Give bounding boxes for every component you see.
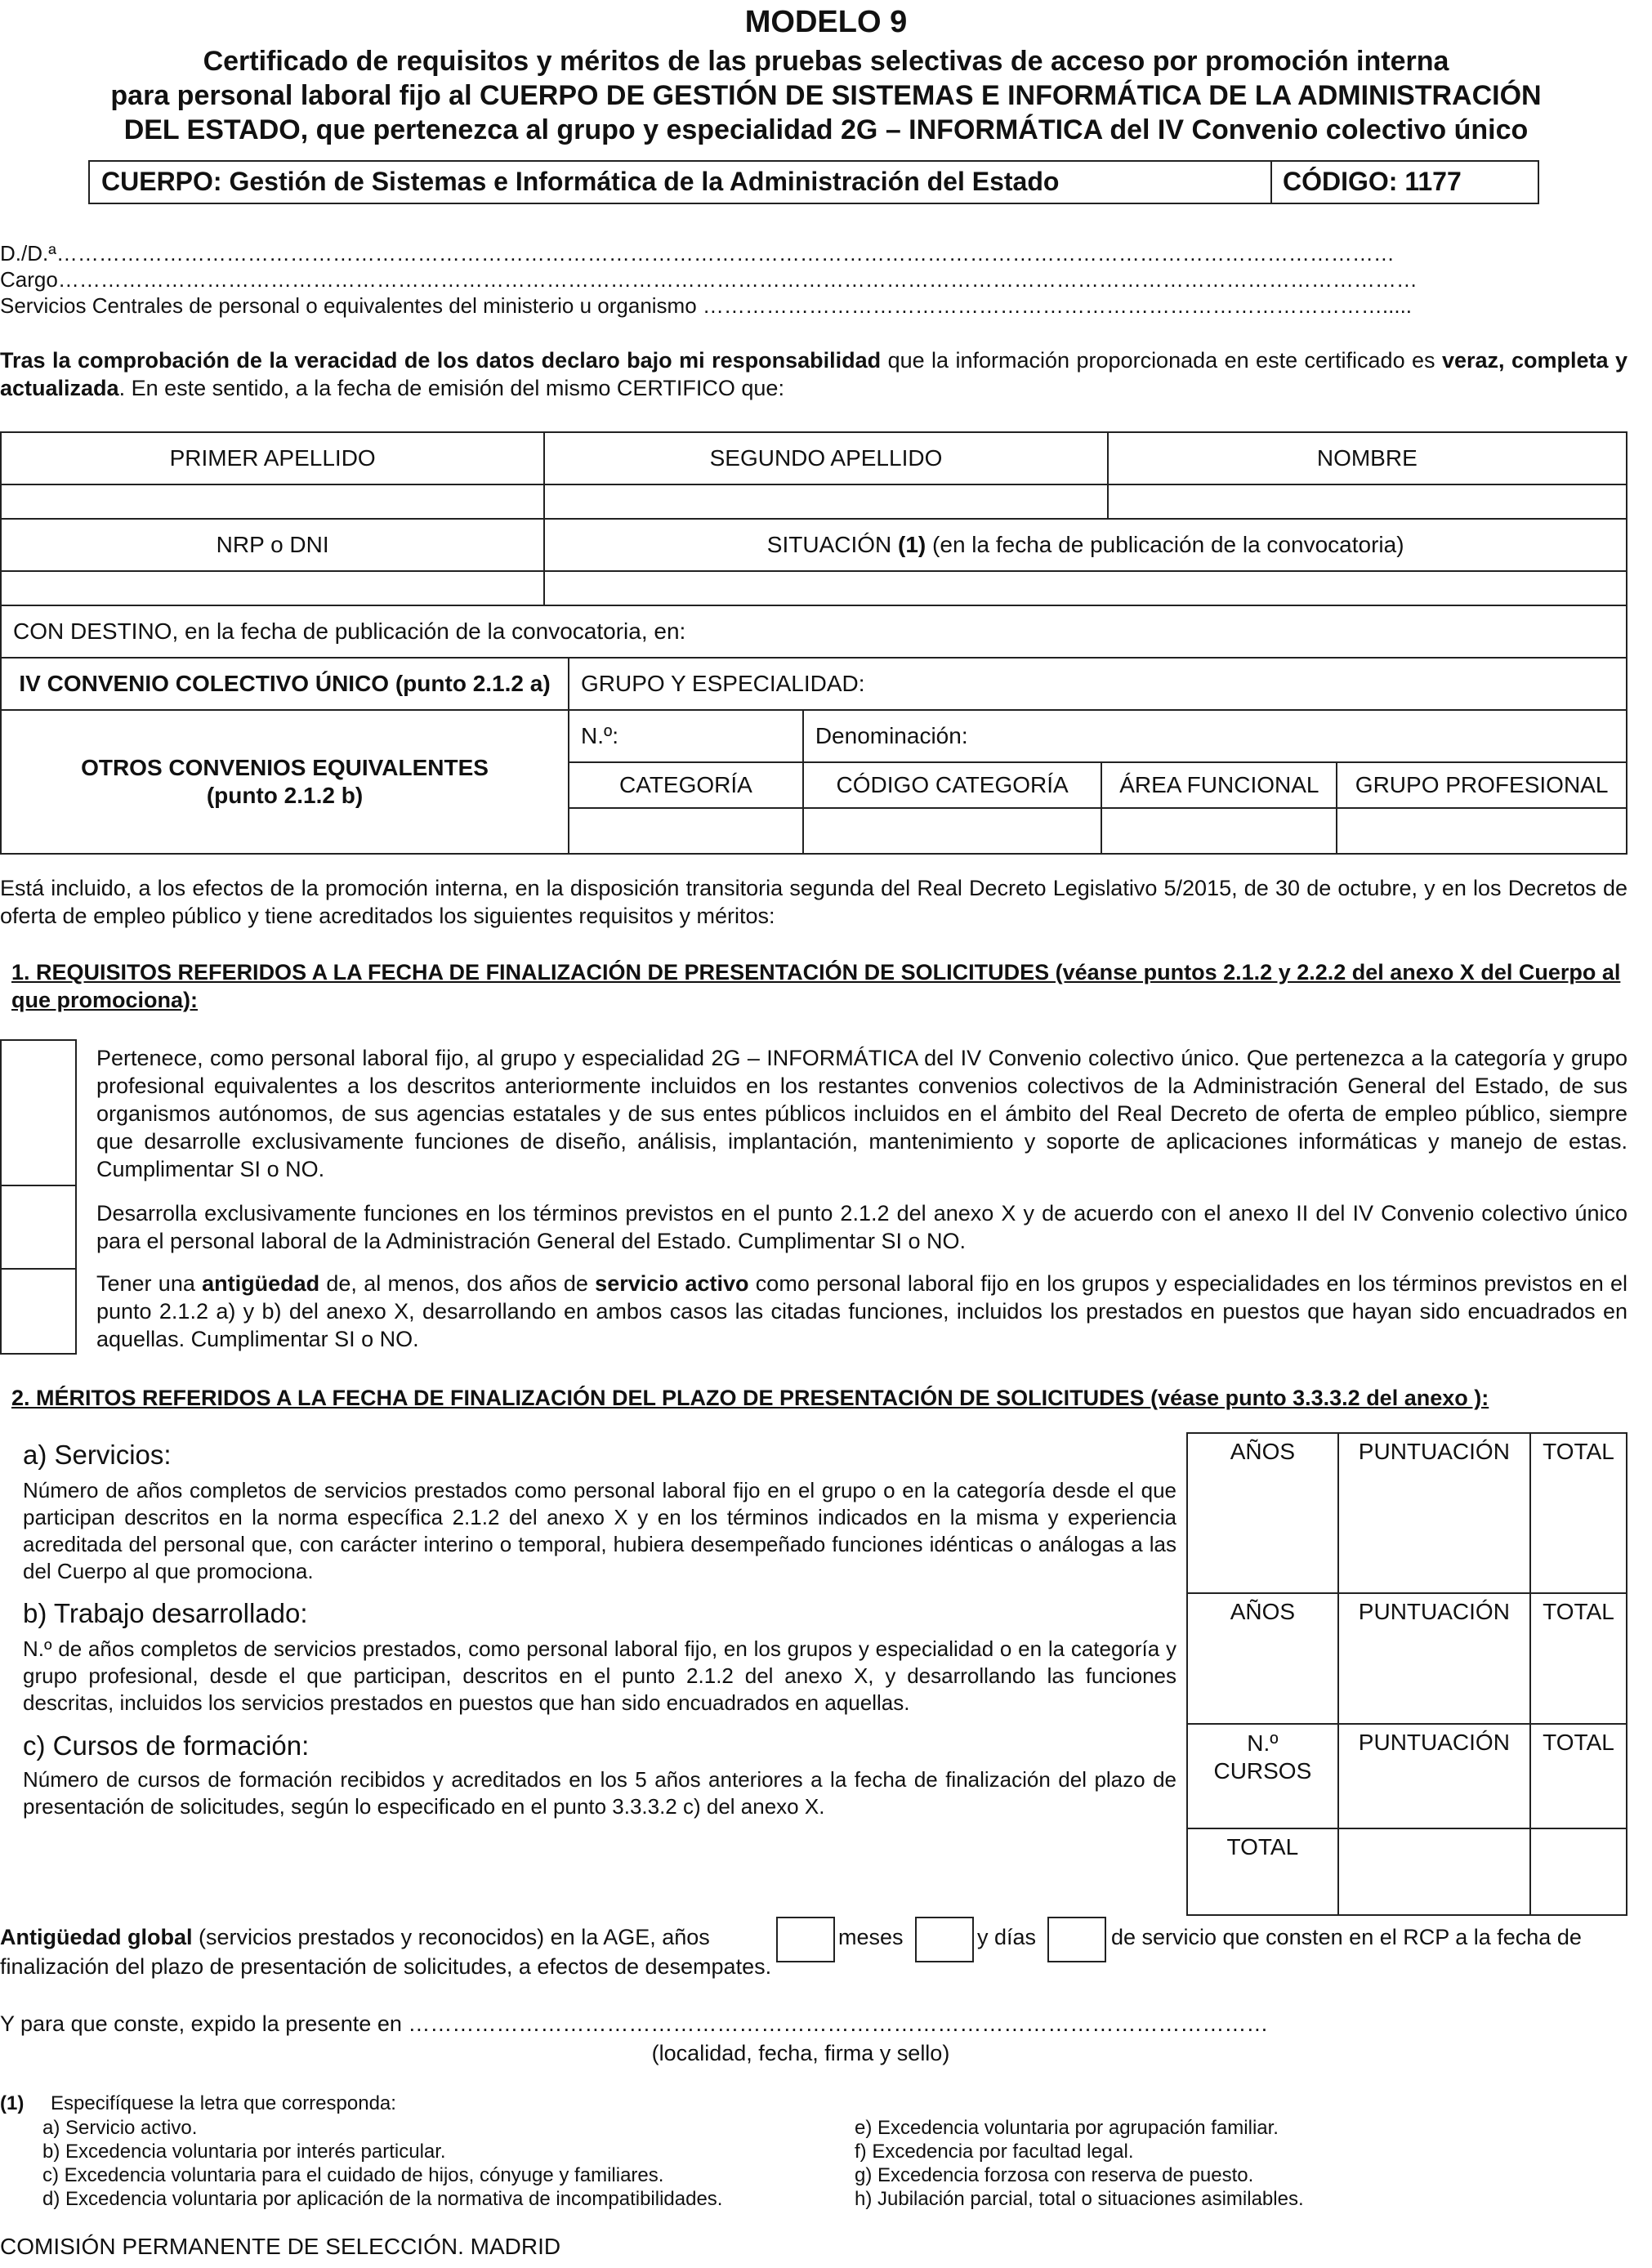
- numero-field[interactable]: N.º:: [569, 710, 803, 762]
- trabajo-puntuacion[interactable]: [1338, 1593, 1530, 1724]
- servicios-line[interactable]: Servicios Centrales de personal o equivalentes del ministerio u organismo …………………………………………………………………………………….....: [0, 293, 1413, 318]
- situacion-field[interactable]: [544, 571, 1627, 605]
- servicios-text: Número de años completos de servicios prestados como personal laboral fijo en el grupo o en la categoría desde el que participan descritos en la norma específica 2.1.2 del anexo X y en los términos indicados en la misma y experiencia acreditada del personal que, con carácter interino o temporal, hubiera desempeñado funciones idénticas o análogas a las del Cuerpo al que promociona.: [23, 1478, 1176, 1583]
- iv-convenio-label: IV CONVENIO COLECTIVO ÚNICO (punto 2.1.2 a): [1, 658, 569, 710]
- codigo-categoria-header: CÓDIGO CATEGORÍA: [803, 762, 1102, 808]
- cursos-total[interactable]: [1530, 1724, 1627, 1828]
- req2-checkbox[interactable]: [0, 1183, 77, 1270]
- footnote-item: b) Excedencia voluntaria por interés particular.: [42, 2141, 446, 2163]
- expido-line[interactable]: Y para que conste, expido la presente en ………………………………………………………………………………………………………: [0, 2011, 1269, 2036]
- nrp-field[interactable]: [1, 571, 544, 605]
- footer: COMISIÓN PERMANENTE DE SELECCIÓN. MADRID: [0, 2234, 561, 2259]
- declaration-text: . En este sentido, a la fecha de emisión del mismo CERTIFICO que:: [118, 376, 784, 400]
- nombre-header: NOMBRE: [1108, 432, 1627, 484]
- denominacion-field[interactable]: Denominación:: [803, 710, 1627, 762]
- primer-apellido-field[interactable]: [1, 484, 544, 519]
- subtitle-line: Certificado de requisitos y méritos de las pruebas selectivas de acceso por promoción interna: [203, 46, 1449, 77]
- subtitle-line: DEL ESTADO, que pertenezca al grupo y especialidad 2G – INFORMÁTICA del IV Convenio colectivo único: [123, 114, 1529, 145]
- grupo-profesional-field[interactable]: [1337, 808, 1627, 854]
- declaration-bold: veraz, completa y actualizada: [0, 348, 1627, 400]
- total-row-total[interactable]: [1530, 1828, 1627, 1915]
- meses-box[interactable]: [915, 1917, 974, 1962]
- req3-bold: servicio activo: [595, 1271, 749, 1296]
- puntuacion-header: PUNTUACIÓN: [1358, 1730, 1510, 1755]
- grupo-especialidad-field[interactable]: GRUPO Y ESPECIALIDAD:: [569, 658, 1627, 710]
- subtitle-line: para personal laboral fijo al CUERPO DE GESTIÓN DE SISTEMAS E INFORMÁTICA DE LA ADMINISTRACIÓN: [110, 80, 1542, 111]
- req3-text: [96, 1270, 1627, 1353]
- servicios-title: a) Servicios:: [23, 1440, 172, 1470]
- footnote-list-left: [42, 2116, 722, 2211]
- situacion-header: [544, 519, 1627, 571]
- req3-part: como personal laboral fijo en los grupos y especialidades en los términos previstos en el punto 2.1.2 a) y b) del anexo X, desarrollando en ambos casos las citadas funciones, incluidos los prestados en puestos que hayan sido encuadrados en aquellas. Cumplimentar SI o NO.: [96, 1271, 1628, 1351]
- cursos-numero[interactable]: [1187, 1724, 1338, 1828]
- puntuacion-header: PUNTUACIÓN: [1358, 1439, 1510, 1464]
- area-funcional-header: ÁREA FUNCIONAL: [1101, 762, 1337, 808]
- identification-lines: [0, 240, 1634, 319]
- cursos-puntuacion[interactable]: [1338, 1724, 1530, 1828]
- servicios-anos[interactable]: [1187, 1433, 1338, 1593]
- footnote-list-right: [855, 2116, 1304, 2211]
- con-destino-label: CON DESTINO, en la fecha de publicación de la convocatoria, en:: [1, 605, 1627, 658]
- footnote-item: d) Excedencia voluntaria por aplicación de la normativa de incompatibilidades.: [42, 2188, 723, 2210]
- req1-text: Pertenece, como personal laboral fijo, al grupo y especialidad 2G – INFORMÁTICA del IV Convenio colectivo único. Que pertenezca a la categoría y grupo profesional equivalentes a los descritos anteriormente incluidos en los restantes convenios colectivos de la Administración General del Estado, de sus organismos autónomos, de sus agencias estatales y de sus entes públicos incluidos en el ámbito del Real Decreto de oferta de empleo público, siempre que desarrolle exclusivamente funciones de diseño, análisis, implantación, mantenimiento y soporte de aplicaciones informáticas y manejo de estas. Cumplimentar SI o NO.: [96, 1046, 1627, 1181]
- total-header: TOTAL: [1543, 1730, 1614, 1755]
- codigo-label: CÓDIGO: 1177: [1283, 167, 1462, 196]
- puntuacion-header: PUNTUACIÓN: [1358, 1599, 1510, 1624]
- document-subtitle: [0, 44, 1652, 147]
- ncursos-header: CURSOS: [1213, 1758, 1312, 1784]
- segundo-apellido-field[interactable]: [544, 484, 1107, 519]
- situacion-text: SITUACIÓN: [766, 532, 899, 557]
- cursos-title: c) Cursos de formación:: [23, 1730, 310, 1761]
- total-header: TOTAL: [1543, 1439, 1614, 1464]
- segundo-apellido-header: SEGUNDO APELLIDO: [544, 432, 1107, 484]
- footnote-item: h) Jubilación parcial, total o situaciones asimilables.: [855, 2188, 1304, 2210]
- declaration: [0, 346, 1627, 402]
- antiguedad-bold: Antigüedad global: [0, 1925, 193, 1949]
- footnote-number: (1): [0, 2092, 25, 2114]
- footnote-item: e) Excedencia voluntaria por agrupación familiar.: [855, 2117, 1279, 2139]
- req3-part: de, al menos, dos años de: [319, 1271, 596, 1296]
- categoria-field[interactable]: [569, 808, 803, 854]
- otros-convenios-label: [1, 710, 569, 854]
- cuerpo-label: CUERPO: Gestión de Sistemas e Informática de la Administración del Estado: [101, 167, 1060, 196]
- section2-title: 2. MÉRITOS REFERIDOS A LA FECHA DE FINALIZACIÓN DEL PLAZO DE PRESENTACIÓN DE SOLICITUDES (véase punto 3.3.3.2 del anexo ):: [11, 1386, 1489, 1410]
- model-title: MODELO 9: [744, 5, 908, 39]
- antiguedad-text: (servicios prestados y reconocidos) en la AGE, años: [192, 1925, 710, 1949]
- trabajo-anos[interactable]: [1187, 1593, 1338, 1724]
- footnote-intro: Especifíquese la letra que corresponda:: [51, 2092, 396, 2114]
- req3-part: Tener una: [96, 1271, 203, 1296]
- footnote-item: g) Excedencia forzosa con reserva de puesto.: [855, 2164, 1254, 2186]
- expido-sub: (localidad, fecha, firma y sello): [651, 2041, 950, 2065]
- servicios-puntuacion[interactable]: [1338, 1433, 1530, 1593]
- trabajo-title: b) Trabajo desarrollado:: [23, 1598, 308, 1628]
- dias-box[interactable]: [1047, 1917, 1106, 1962]
- antiguedad-line: [0, 1925, 710, 1950]
- categoria-header: CATEGORÍA: [569, 762, 803, 808]
- req3-bold: antigüedad: [202, 1271, 320, 1296]
- otros-line: (punto 2.1.2 b): [206, 783, 364, 808]
- anos-header: AÑOS: [1230, 1599, 1296, 1624]
- total-header: TOTAL: [1543, 1599, 1614, 1624]
- total-row-label: TOTAL: [1187, 1828, 1338, 1915]
- meritos-table: [1186, 1432, 1627, 1916]
- destino-table: [0, 657, 1627, 855]
- nrp-header: NRP o DNI: [1, 519, 544, 571]
- footnote-item: f) Excedencia por facultad legal.: [855, 2141, 1134, 2163]
- dd-line[interactable]: D./D.ª………………………………………………………………………………………………………………………………………………………………………: [0, 241, 1395, 266]
- section1-title: 1. REQUISITOS REFERIDOS A LA FECHA DE FINALIZACIÓN DE PRESENTACIÓN DE SOLICITUDES (véanse puntos 2.1.2 y 2.2.2 del anexo X del Cuerpo al que promociona):: [11, 960, 1621, 1012]
- footnote-item: a) Servicio activo.: [42, 2117, 198, 2139]
- situacion-text: (en la fecha de publicación de la convocatoria): [926, 532, 1404, 557]
- primer-apellido-header: PRIMER APELLIDO: [1, 432, 544, 484]
- req2-text: Desarrolla exclusivamente funciones en los términos previstos en el punto 2.1.2 del anexo X y de acuerdo con el anexo II del IV Convenio colectivo único para el personal laboral de la Administración General del Estado. Cumplimentar SI o NO.: [96, 1201, 1627, 1253]
- antiguedad-text: de servicio que consten en el RCP a la fecha de: [1111, 1925, 1582, 1949]
- trabajo-total[interactable]: [1530, 1593, 1627, 1724]
- situacion-ref: (1): [898, 532, 926, 557]
- codigo-categoria-field[interactable]: [803, 808, 1102, 854]
- nombre-field[interactable]: [1108, 484, 1627, 519]
- servicios-total[interactable]: [1530, 1433, 1627, 1593]
- ncursos-header: N.º: [1247, 1730, 1279, 1756]
- declaration-text: que la información proporcionada en este certificado es: [881, 348, 1442, 373]
- declaration-bold: Tras la comprobación de la veracidad de los datos declaro bajo mi responsabilidad: [0, 348, 882, 373]
- trabajo-text: N.º de años completos de servicios prestados, como personal laboral fijo, en los grupos y especialidad o en la categoría y grupo profesional, desde el que participan, descritos en el punto 2.1.2 del anexo X, y desarrollando las funciones descritas, incluidos los servicios prestados en puestos que han sido encuadrados en aquellas.: [23, 1636, 1176, 1715]
- personal-data-table: [0, 431, 1627, 659]
- area-funcional-field[interactable]: [1101, 808, 1337, 854]
- divider: [1270, 162, 1272, 203]
- total-row-puntuacion[interactable]: [1338, 1828, 1530, 1915]
- meses-label: meses: [838, 1925, 904, 1949]
- otros-line: OTROS CONVENIOS EQUIVALENTES: [81, 755, 489, 780]
- antiguedad-text: finalización del plazo de presentación de solicitudes, a efectos de desempates.: [0, 1954, 772, 1979]
- anos-box[interactable]: [776, 1917, 835, 1962]
- dias-label: y días: [977, 1925, 1037, 1949]
- cursos-text: Número de cursos de formación recibidos y acreditados en los 5 años anteriores a la fecha de finalización del plazo de presentación de solicitudes, según lo especificado en el punto 3.3.3.2 c) del anexo X.: [23, 1767, 1176, 1819]
- incluido-text: Está incluido, a los efectos de la promoción interna, en la disposición transitoria segunda del Real Decreto Legislativo 5/2015, de 30 de octubre, y en los Decretos de oferta de empleo público y tiene acreditados los siguientes requisitos y méritos:: [0, 876, 1627, 928]
- grupo-profesional-header: GRUPO PROFESIONAL: [1337, 762, 1627, 808]
- anos-header: AÑOS: [1230, 1439, 1296, 1464]
- req3-checkbox[interactable]: [0, 1268, 77, 1355]
- cargo-line[interactable]: Cargo…………………………………………………………………………………………………………………………………………………………………………: [0, 267, 1418, 292]
- footnote-item: c) Excedencia voluntaria para el cuidado de hijos, cónyuge y familiares.: [42, 2164, 664, 2186]
- req1-checkbox[interactable]: [0, 1039, 77, 1186]
- cuerpo-box: [88, 160, 1539, 204]
